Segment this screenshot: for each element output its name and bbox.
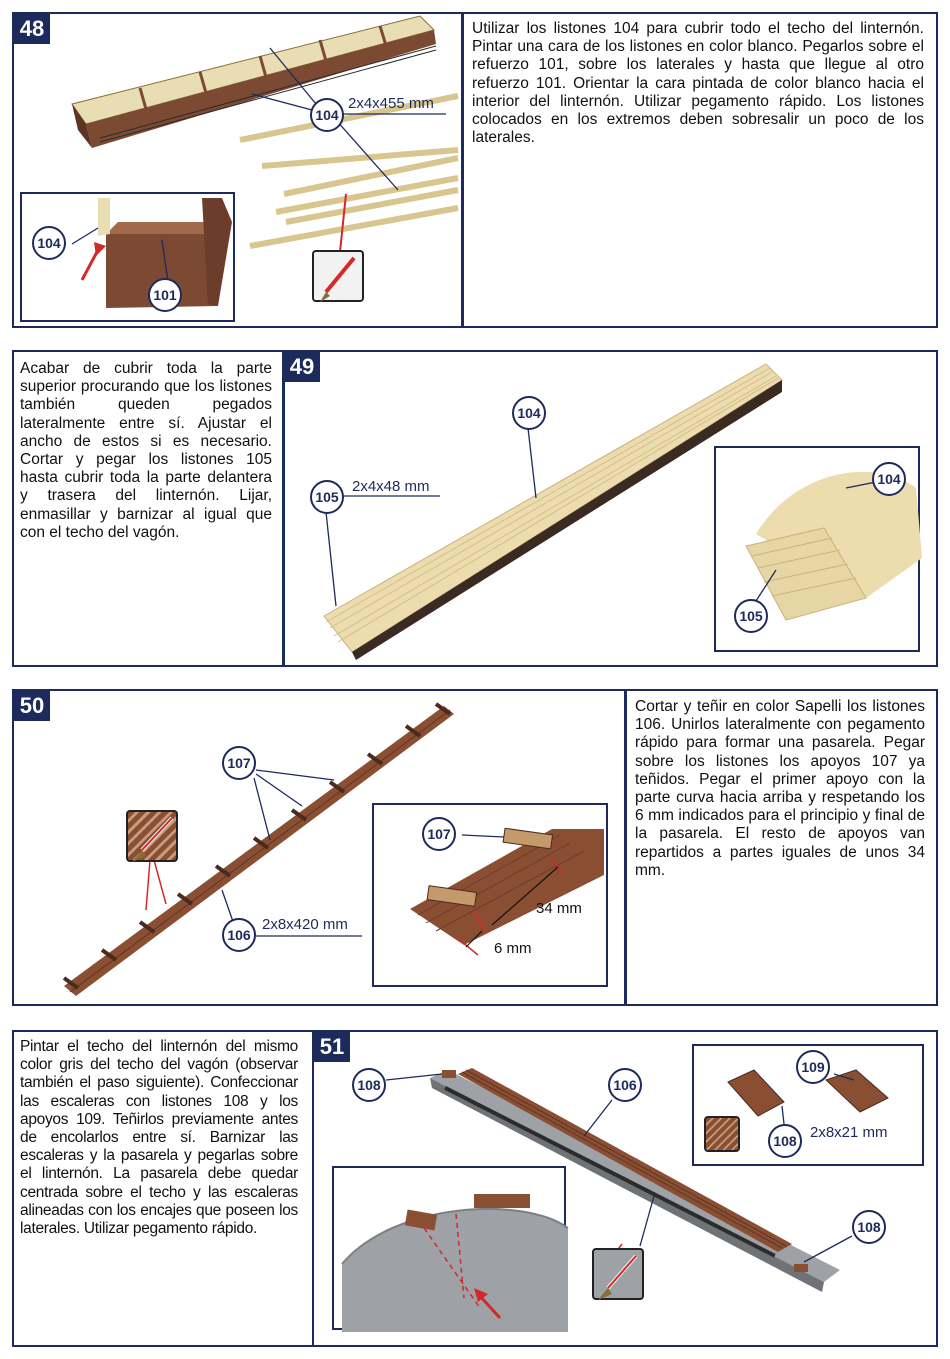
step-51-number: 51 bbox=[314, 1032, 350, 1062]
step-49-detail-callout-104: 104 bbox=[872, 462, 906, 496]
step-50-dimension-34mm: 34 mm bbox=[536, 900, 582, 917]
step-50-dimension-6mm: 6 mm bbox=[494, 940, 532, 957]
step-50-callout-106: 106 bbox=[222, 918, 256, 952]
paint-brush-grey-icon bbox=[592, 1248, 644, 1300]
step-50-detail-callout-107: 107 bbox=[422, 817, 456, 851]
step-50-instructions: Cortar y teñir en color Sapelli los listones 106. Unirlos lateralmente con pegamento rápido para formar una pasarela. Pegar sobre los listones los apoyos 107 ya teñidos. Pegar el primer apoyo con la parte curva hacia arriba y respetando los 6 mm indicados para el principio y final de la pasarela. El resto de apoyos van repartidos a partes iguales de unos 34 mm. bbox=[635, 698, 925, 879]
step-51-dimension: 2x8x21 mm bbox=[810, 1124, 888, 1141]
step-48-instructions: Utilizar los listones 104 para cubrir todo el techo del linternón. Pintar una cara de los listones en color blanco. Pegarlos sobre el refuerzo 101, sobre los laterales y hasta que llegue al otro refuerzo 101. Orientar la cara pintada de color blanco hacia el interior del linternón. Utilizar pegamento rápido. Los listones colocados en los extremos deben sobresalir un poco de los laterales. bbox=[472, 20, 924, 147]
step-48-callout-104: 104 bbox=[310, 98, 344, 132]
step-51-section-image bbox=[334, 1168, 568, 1332]
step-51-instructions: Pintar el techo del linternón del mismo color gris del techo del vagón (observar también el paso siguiente). Confeccionar las escaleras con listones 108 y los apoyos 109. Teñirlos previamente antes de encolarlos entre sí. Barnizar las escaleras y la pasarela y pegarlas sobre el linternón. La pasarela debe quedar centrada sobre el techo y las escaleras alineadas con los encajes que poseen los laterales. Utilizar pegamento rápido. bbox=[20, 1038, 298, 1238]
step-51-callout-108-right: 108 bbox=[852, 1210, 886, 1244]
step-48-number: 48 bbox=[14, 14, 50, 44]
step-48-detail-callout-104: 104 bbox=[32, 226, 66, 260]
step-48-dimension: 2x4x455 mm bbox=[348, 95, 434, 112]
step-50-callout-107: 107 bbox=[222, 746, 256, 780]
step-51-detail-callout-109: 109 bbox=[796, 1050, 830, 1084]
step-51-detail-inset-section bbox=[332, 1166, 566, 1330]
step-50-dimension: 2x8x420 mm bbox=[262, 916, 348, 933]
stain-brush-sapelli-icon bbox=[704, 1116, 740, 1152]
step-49-callout-104: 104 bbox=[512, 396, 546, 430]
step-51-detail-callout-108: 108 bbox=[768, 1124, 802, 1158]
step-49-number: 49 bbox=[284, 352, 320, 382]
step-49-instructions: Acabar de cubrir toda la parte superior procurando que los listones también queden pegados lateralmente entre sí. Ajustar el ancho de estos si es necesario. Cortar y pegar los listones 105 hasta cubrir toda la parte delantera y trasera del linternón. Lijar, enmasillar y barnizar al igual que con el techo del vagón. bbox=[20, 360, 272, 541]
step-50-number: 50 bbox=[14, 691, 50, 721]
step-49-callout-105: 105 bbox=[310, 480, 344, 514]
step-49-detail-callout-105: 105 bbox=[734, 599, 768, 633]
step-48-detail-callout-101: 101 bbox=[148, 278, 182, 312]
step-49-dimension: 2x4x48 mm bbox=[352, 478, 430, 495]
step-51-callout-106: 106 bbox=[608, 1068, 642, 1102]
step-51-callout-108-left: 108 bbox=[352, 1068, 386, 1102]
